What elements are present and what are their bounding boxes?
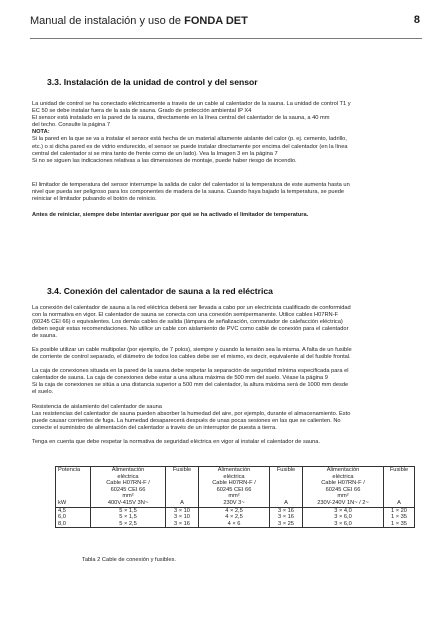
table-header-row bbox=[56, 474, 415, 481]
text-line: El limitador de temperatura del sensor interrumpe la salida de calor del calentador si la temperatura de este aumenta hasta un bbox=[32, 182, 350, 188]
text-line: Es posible utilizar un cable multipolar (por ejemplo, de 7 polos), siempre y cuando la tensión sea la misma. A falta de un fusible bbox=[32, 347, 352, 353]
manual-title-prefix: Manual de instalación y uso de bbox=[30, 15, 185, 27]
table-cell: 4 × 6 bbox=[199, 521, 270, 528]
unit-cell: A bbox=[166, 500, 199, 507]
section-title-3-4: 3.4. Conexión del calentador de sauna a la red eléctrica bbox=[47, 286, 273, 296]
section-title-3-3: 3.3. Instalación de la unidad de control y del sensor bbox=[47, 77, 258, 87]
table-units-row bbox=[56, 500, 415, 507]
product-name: FONDA DET bbox=[184, 15, 248, 27]
text-line: nivel que pueda ser peligroso para los componentes de madera de la sauna. Cuando haya bajado la temperatura, se puede bbox=[32, 189, 345, 196]
table-cell: 3 × 10 bbox=[166, 507, 199, 514]
reset-warning bbox=[32, 212, 418, 219]
text-line: calentador de sauna. La caja de conexiones debe estar a una altura máxima de 500 mm del suelo. Véase la página 9 bbox=[32, 375, 328, 382]
text-line: Si la pared en la que se va a instalar el sensor está hecha de un material altamente aislante del calor (p. ej. cemento, ladrillo, bbox=[32, 136, 347, 143]
note-label: NOTA: bbox=[32, 129, 50, 136]
table-cell: 1 × 20 bbox=[384, 507, 415, 514]
table-cell: 1 × 35 bbox=[384, 521, 415, 528]
unit-cell: 230V 3~ bbox=[199, 500, 270, 507]
header-cell: Cable H07RN-F / bbox=[303, 480, 384, 487]
table-cell: 8,0 bbox=[56, 521, 91, 528]
table-header-row bbox=[56, 487, 415, 494]
table-row bbox=[56, 507, 415, 514]
text-line: el suelo. bbox=[32, 389, 54, 396]
header-alim-1: Alimentación bbox=[91, 467, 166, 474]
table-cell: 3 × 16 bbox=[270, 514, 303, 521]
text-line: deben seguir estas recomendaciones. No utilice un cable con aislamiento de PVC como cable de conexión para el calentador bbox=[32, 326, 349, 333]
table-header-row bbox=[56, 493, 415, 500]
page-header bbox=[30, 11, 420, 31]
text-line: del techo. Consulte la página 7 bbox=[32, 122, 111, 129]
header-cell: Cable H07RN-F / bbox=[199, 480, 270, 487]
header-divider bbox=[30, 38, 422, 39]
text-line: con la normativa en vigor. El calentador de sauna se conecta con una conexión semipermanente. Utilice cables H07RN-F bbox=[32, 312, 339, 319]
text-line: de sauna. bbox=[32, 333, 57, 340]
table-cell: 3 × 6,0 bbox=[303, 521, 384, 528]
header-cell: 60245 CEI 66 bbox=[303, 487, 384, 494]
header-cell: mm² bbox=[303, 493, 384, 500]
text-line: Resistencia de aislamiento del calentador de sauna bbox=[32, 404, 162, 410]
table-cell: 4 × 2,5 bbox=[199, 514, 270, 521]
header-fusible-2: Fusible bbox=[270, 467, 303, 474]
header-cell: 60245 CEI 66 bbox=[199, 487, 270, 494]
table-cell: 3 × 6,0 bbox=[303, 514, 384, 521]
text-line: central del calentador si se mira tanto de frente como de un lado). Vea la Imagen 3 en la página 7 bbox=[32, 150, 278, 157]
text-line: puede causar corrientes de fuga. La humedad desaparecerá después de unas pocas sesiones en las que se calienten. No bbox=[32, 418, 341, 425]
table-caption: Tabla 2 Cable de conexión y fusibles. bbox=[82, 557, 176, 563]
table-cell: 1 × 35 bbox=[384, 514, 415, 521]
unit-cell: A bbox=[384, 500, 415, 507]
text-line: etc.) o si dicha pared es de vidrio endurecido, el sensor se puede instalar directamente por encima del calentador (en la línea bbox=[32, 143, 348, 150]
header-cell: eléctrica bbox=[199, 474, 270, 481]
header-alim-2: Alimentación bbox=[199, 467, 270, 474]
table-row bbox=[56, 521, 415, 528]
header-potencia: Potencia bbox=[56, 467, 91, 474]
text-line: La unidad de control se ha conectado eléctricamente a través de un cable al calentador de la sauna. La unidad de control T1 y bbox=[32, 101, 351, 107]
table-row bbox=[56, 514, 415, 521]
header-fusible-1: Fusible bbox=[166, 467, 199, 474]
table-header-row bbox=[56, 467, 415, 474]
table-cell: 6,0 bbox=[56, 514, 91, 521]
paragraph-grid-connection bbox=[32, 305, 418, 340]
table-header-row bbox=[56, 480, 415, 487]
table-cell: 3 × 16 bbox=[166, 521, 199, 528]
table-cell: 3 × 4,0 bbox=[303, 507, 384, 514]
paragraph-temperature-limiter bbox=[32, 182, 418, 203]
text-line: Tenga en cuenta que debe respetar la normativa de seguridad eléctrica en vigor al instalar el calentador de sauna. bbox=[32, 439, 321, 445]
unit-cell: 400V-415V 3N~ bbox=[91, 500, 166, 507]
cable-fuse-table bbox=[55, 466, 415, 528]
table-cell: 4,5 bbox=[56, 507, 91, 514]
paragraph-insulation-resistance bbox=[32, 404, 418, 432]
text-line: El sensor está instalado en la pared de la sauna, directamente en la línea central del calentador de la sauna, a 40 mm bbox=[32, 115, 330, 122]
text-line: (60245 CEI 66) o equivalentes. Los demás cables de salida (lámpara de señalización, conmutador de calefacción eléctrica) bbox=[32, 319, 343, 326]
paragraph-control-unit bbox=[32, 101, 418, 165]
unit-cell: A bbox=[270, 500, 303, 507]
paragraph-junction-box bbox=[32, 368, 418, 396]
text-line: La conexión del calentador de sauna a la red eléctrica deberá ser llevada a cabo por un electricista cualificado de conformidad bbox=[32, 305, 351, 311]
unit-cell: kW bbox=[56, 500, 91, 507]
header-cell: eléctrica bbox=[303, 474, 384, 481]
text-line: Si la caja de conexiones se sitúa a una distancia superior a 500 mm del calentador, la altura máxima será de 1000 mm desde bbox=[32, 382, 349, 389]
header-fusible-3: Fusible bbox=[384, 467, 415, 474]
text-line: conecte el suministro de alimentación del calentador a través de un interruptor de puesta a tierra. bbox=[32, 425, 277, 432]
text-line: Antes de reiniciar, siempre debe intentar averiguar por qué se ha activado el limitador de temperatura. bbox=[32, 212, 309, 218]
header-alim-3: Alimentación bbox=[303, 467, 384, 474]
page-number: 8 bbox=[413, 14, 420, 26]
header-cell: 60245 CEI 66 bbox=[91, 487, 166, 494]
text-line: Si no se siguen las indicaciones relativas a las dimensiones de montaje, puede haber riesgo de incendio. bbox=[32, 157, 297, 164]
header-cell: mm² bbox=[91, 493, 166, 500]
table-cell: 5 × 2,5 bbox=[91, 521, 166, 528]
text-line: EC 50 se debe instalar fuera de la sala de sauna. Grado de protección ambiental IP X4 bbox=[32, 108, 252, 115]
header-cell: Cable H07RN-F / bbox=[91, 480, 166, 487]
manual-title bbox=[30, 15, 248, 27]
table-cell: 3 × 10 bbox=[166, 514, 199, 521]
header-cell: eléctrica bbox=[91, 474, 166, 481]
unit-cell: 230V-240V 1N~ / 2~ bbox=[303, 500, 384, 507]
text-line: Las resistencias del calentador de sauna pueden absorber la humedad del aire, por ejemplo, durante el almacenamiento. Esto bbox=[32, 411, 351, 418]
header-cell: mm² bbox=[199, 493, 270, 500]
text-line: La caja de conexiones situada en la pared de la sauna debe respetar la separación de seguridad mínima especificada para el bbox=[32, 368, 349, 374]
table-cell: 5 × 1,5 bbox=[91, 507, 166, 514]
text-line: reiniciar el limitador pulsando el botón de reinicio. bbox=[32, 196, 157, 203]
paragraph-safety-regulations bbox=[32, 439, 418, 446]
table-cell: 5 × 1,5 bbox=[91, 514, 166, 521]
table-cell: 4 × 2,5 bbox=[199, 507, 270, 514]
paragraph-multipolar-cable bbox=[32, 347, 418, 361]
table-cell: 3 × 25 bbox=[270, 521, 303, 528]
text-line: de corriente de control separado, el diámetro de todos los cables debe ser el mismo, es decir, equivalente al del fusible frontal. bbox=[32, 354, 351, 361]
table-cell: 3 × 16 bbox=[270, 507, 303, 514]
